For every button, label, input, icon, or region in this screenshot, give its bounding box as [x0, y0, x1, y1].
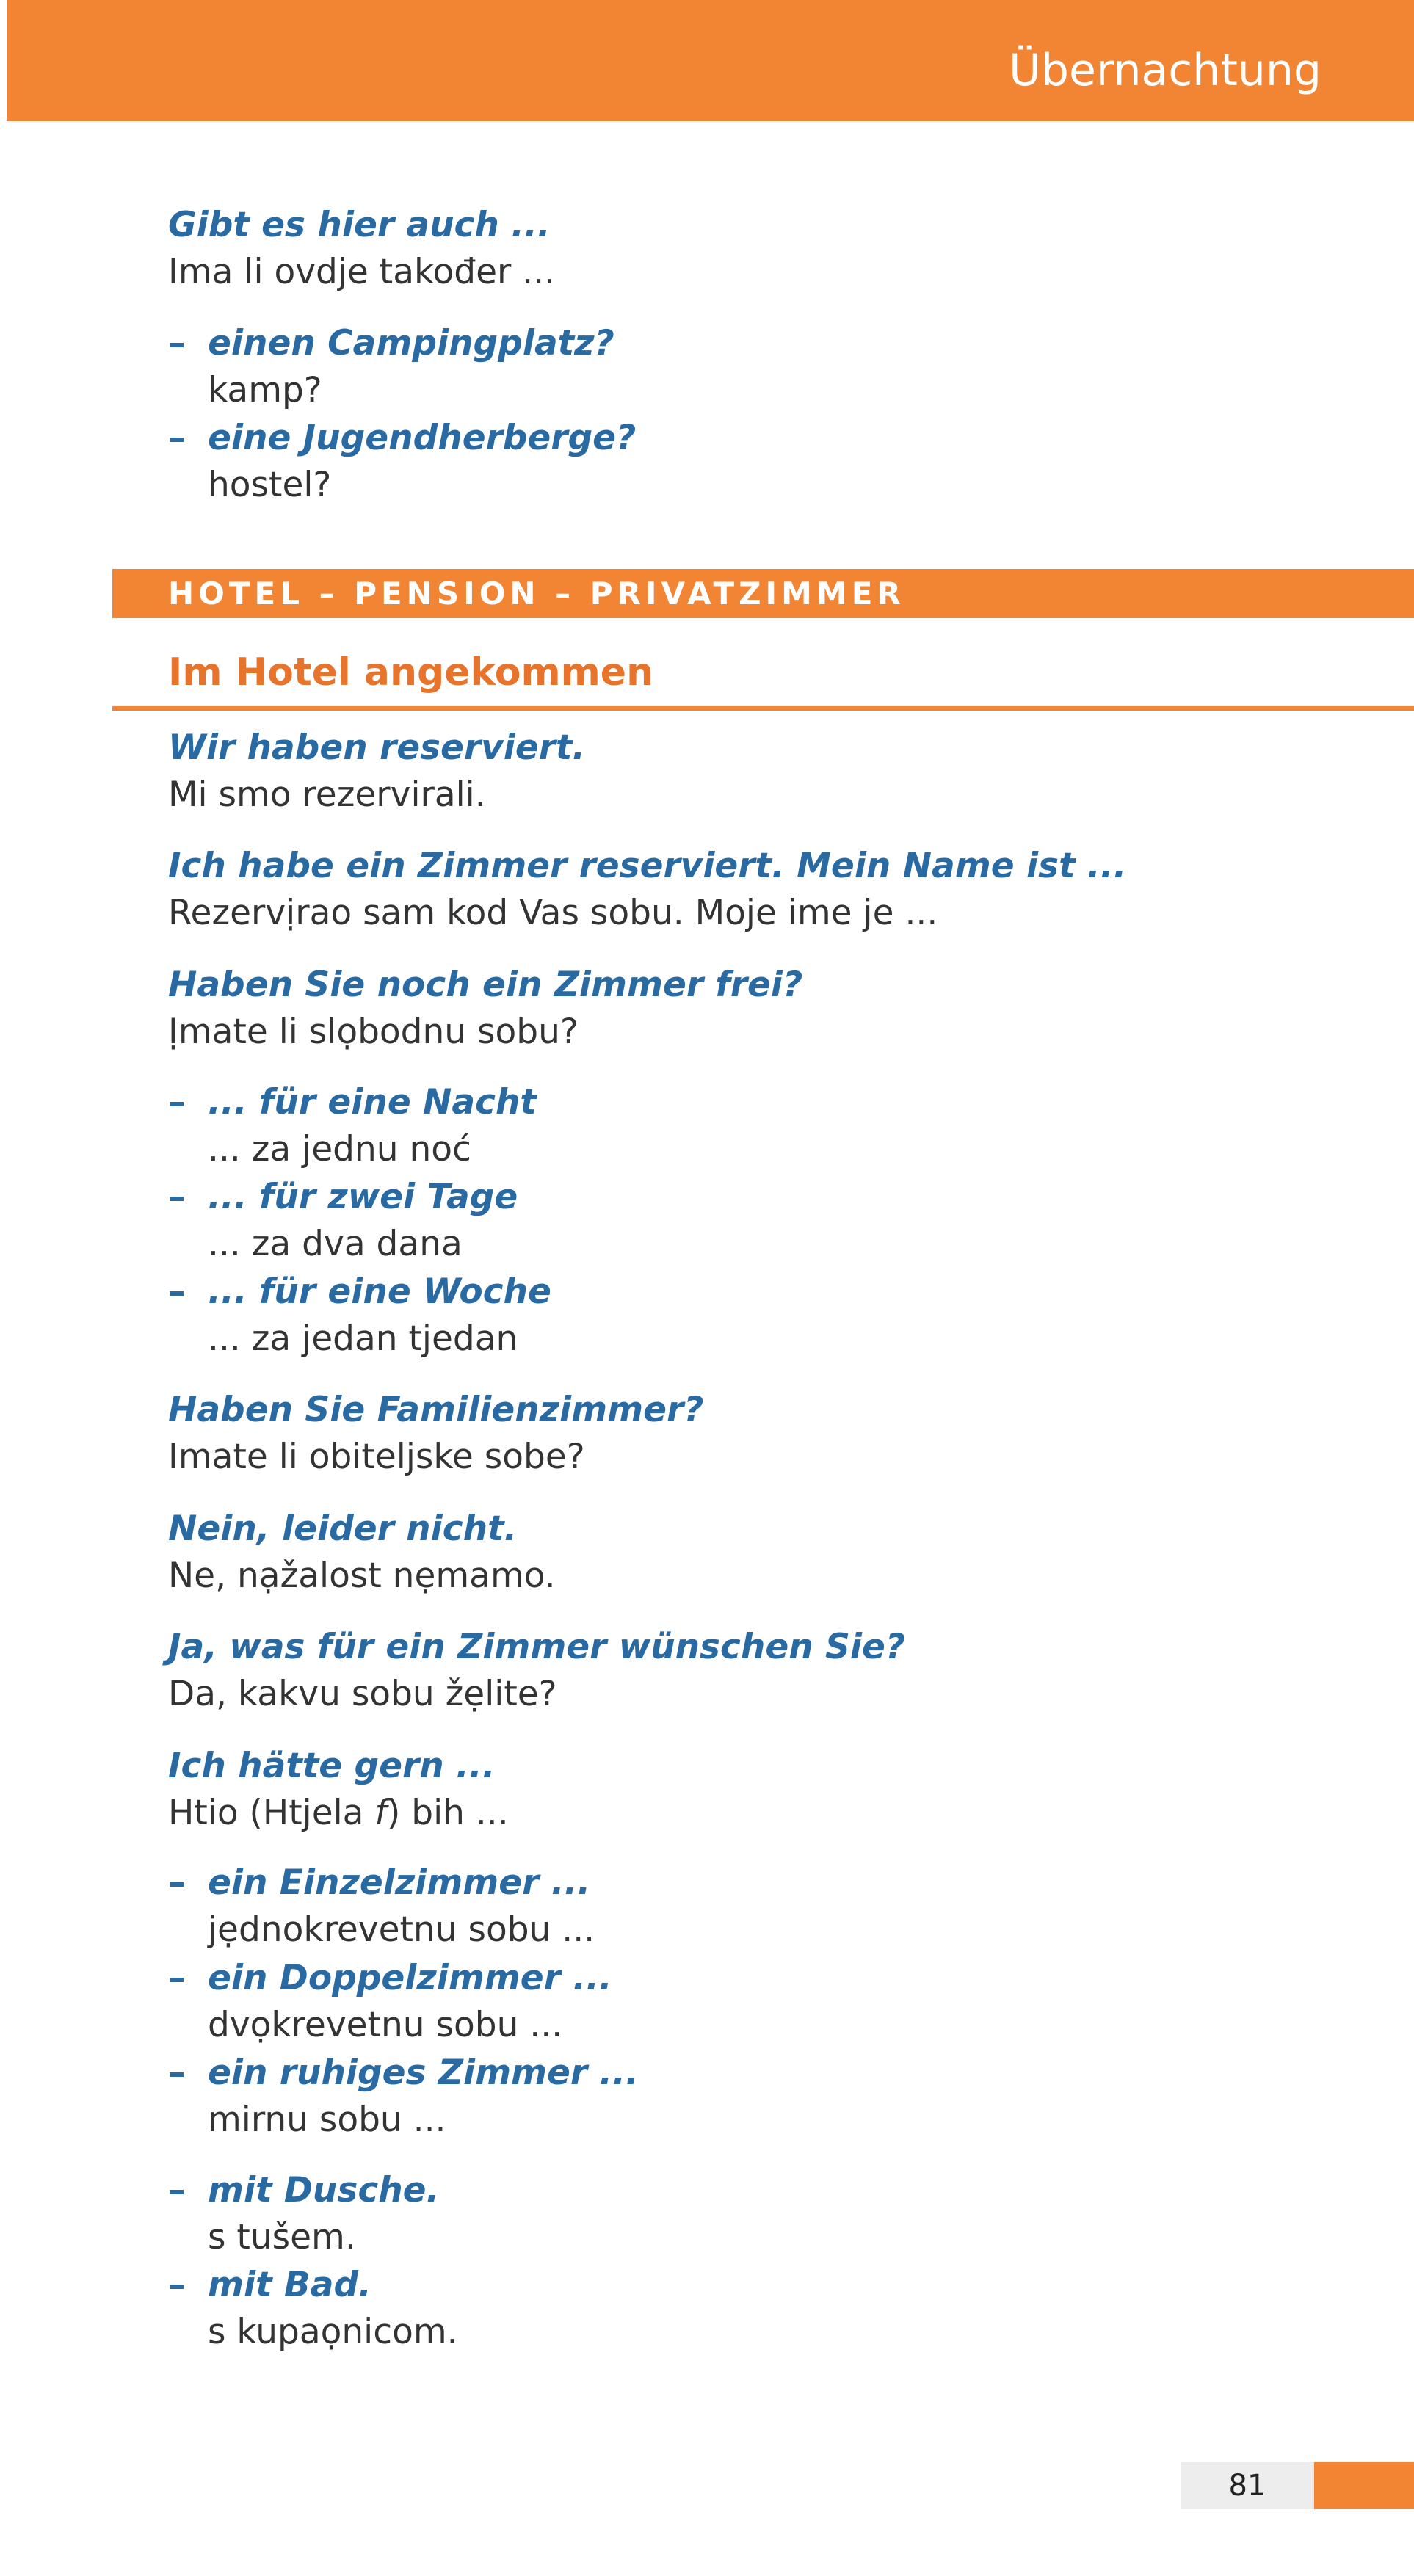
list-item — [168, 1269, 1313, 1363]
bullet-dash: – — [168, 1082, 186, 1122]
phrase-german: Ich habe ein Zimmer reserviert. Mein Name ist ... — [168, 846, 1127, 886]
phrase-croatian: jẹdnokrevetnu sobu ... — [208, 1909, 595, 1950]
bullet-dash: – — [168, 418, 186, 458]
bullet-dash: – — [168, 2265, 186, 2305]
feminine-marker: f — [374, 1793, 387, 1833]
subsection-title: Im Hotel angekommen — [168, 650, 654, 694]
phrase-german: ... für eine Nacht — [208, 1082, 537, 1122]
phrase-croatian: dvọkrevetnu sobu ... — [208, 2005, 563, 2045]
list-item — [168, 2050, 1313, 2144]
phrase-german: eine Jugendherberge? — [208, 418, 637, 458]
phrase-croatian: kamp? — [208, 370, 322, 410]
list-item — [168, 320, 1313, 414]
phrase-croatian: hostel? — [208, 465, 332, 505]
phrase-german: Wir haben reserviert. — [168, 728, 586, 768]
phrase-pair — [168, 725, 1313, 819]
phrase-german: Nein, leider nicht. — [168, 1509, 518, 1549]
phrase-croatian: Ịmate li slọbodnu sobu? — [168, 1012, 579, 1052]
intro-phrase — [168, 202, 1313, 296]
section-title: HOTEL – PENSION – PRIVATZIMMER — [168, 576, 905, 612]
phrase-croatian: ... za dva dana — [208, 1224, 463, 1264]
bullet-dash: – — [168, 1177, 186, 1217]
phrase-german: ein Einzelzimmer ... — [208, 1862, 591, 1903]
bullet-dash: – — [168, 1271, 186, 1312]
chapter-header-bar — [7, 0, 1414, 121]
phrase-german: Haben Sie Familienzimmer? — [168, 1390, 704, 1430]
phrase-croatian: Ima li ovdje također ... — [168, 252, 556, 292]
phrase-pair — [168, 1506, 1313, 1600]
page-tab-marker — [1314, 2462, 1414, 2509]
phrase-german: einen Campingplatz? — [208, 323, 614, 363]
list-item — [168, 415, 1313, 509]
chapter-title: Übernachtung — [1008, 45, 1321, 96]
list-item — [168, 1174, 1313, 1268]
bullet-dash: – — [168, 1862, 186, 1903]
phrase-german: Ich hätte gern ... — [168, 1746, 496, 1786]
phrase-german: ... für eine Woche — [208, 1271, 551, 1312]
phrase-croatian: Ne, nạžalost nẹmamo. — [168, 1556, 556, 1596]
phrase-croatian: ... za jedan tjedan — [208, 1318, 518, 1359]
phrase-pair — [168, 1743, 1313, 1837]
list-item — [168, 1079, 1313, 1173]
phrase-croatian: Da, kakvu sobu žẹlite? — [168, 1674, 557, 1714]
phrase-croatian: ... za jednu noć — [208, 1129, 471, 1169]
phrase-pair — [168, 962, 1313, 1056]
phrase-german: Gibt es hier auch ... — [168, 205, 551, 245]
bullet-dash: – — [168, 2053, 186, 2093]
list-item — [168, 1860, 1313, 1953]
phrase-croatian: s tušem. — [208, 2217, 356, 2257]
phrase-german: mit Bad. — [208, 2265, 371, 2305]
page-number: 81 — [1228, 2469, 1266, 2503]
phrase-pair — [168, 1387, 1313, 1481]
phrase-croatian-part: ) bih ... — [386, 1793, 509, 1833]
phrase-german: mit Dusche. — [208, 2170, 440, 2210]
phrase-german: Ja, was für ein Zimmer wünschen Sie? — [168, 1627, 906, 1667]
phrase-croatian: Rezervịrao sam kod Vas sobu. Moje ime je ... — [168, 893, 938, 933]
list-item — [168, 1955, 1313, 2049]
phrase-croatian: Mi smo rezervirali. — [168, 774, 486, 815]
phrase-croatian-part: Htio (Htjela — [168, 1793, 375, 1833]
page-number-box — [1181, 2462, 1314, 2509]
phrase-croatian — [168, 1790, 1313, 1837]
phrase-german: ein ruhiges Zimmer ... — [208, 2053, 639, 2093]
phrase-pair — [168, 843, 1313, 937]
list-item — [168, 2167, 1313, 2261]
phrase-german: Haben Sie noch ein Zimmer frei? — [168, 965, 803, 1005]
bullet-dash: – — [168, 2170, 186, 2210]
bullet-dash: – — [168, 1958, 186, 1998]
subsection-divider — [112, 706, 1414, 711]
phrase-croatian: Imate li obiteljske sobe? — [168, 1437, 585, 1477]
phrase-german: ein Doppelzimmer ... — [208, 1958, 612, 1998]
phrase-german: ... für zwei Tage — [208, 1177, 518, 1217]
phrase-croatian: s kupaọnicom. — [208, 2312, 458, 2352]
list-item — [168, 2262, 1313, 2356]
phrase-pair — [168, 1624, 1313, 1718]
bullet-dash: – — [168, 323, 186, 363]
phrase-croatian: mirnu sobu ... — [208, 2100, 446, 2140]
